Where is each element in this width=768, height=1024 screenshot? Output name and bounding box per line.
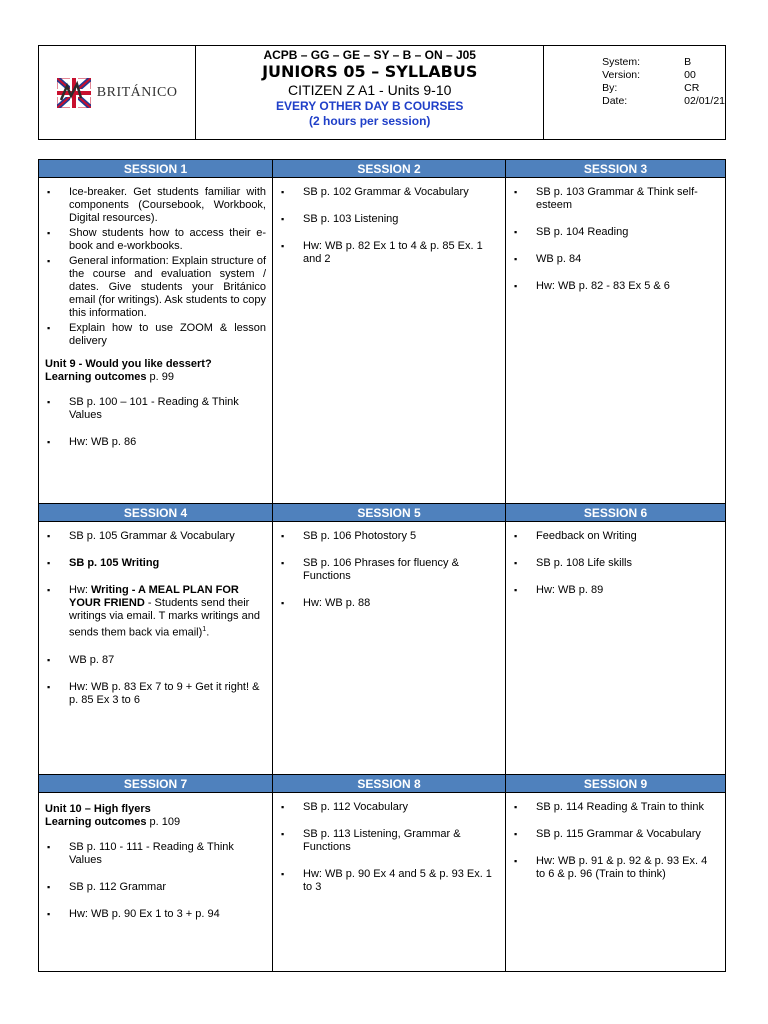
session-5-header: SESSION 5 xyxy=(273,504,506,522)
session-3-header: SESSION 3 xyxy=(506,160,725,178)
list-item: ▪ SB p. 100 – 101 - Reading & Think Values xyxy=(45,396,266,422)
list-item: ▪ SB p. 108 Life skills xyxy=(512,557,719,570)
session-2-content xyxy=(273,178,506,504)
list-item: ▪ SB p. 113 Listening, Grammar & Functions xyxy=(279,828,499,854)
title-cell xyxy=(196,46,544,139)
list-item: ▪ WB p. 87 xyxy=(45,654,266,667)
list-item: ▪ Hw: WB p. 86 xyxy=(45,436,266,449)
session-8-list xyxy=(279,801,499,894)
session-3-content xyxy=(506,178,725,504)
document-subtitle: CITIZEN Z A1 - Units 9-10 xyxy=(288,82,452,98)
list-item: ▪ SB p. 105 Grammar & Vocabulary xyxy=(45,530,266,543)
list-item: ▪ Ice-breaker. Get students familiar with components (Coursebook, Workbook, Digital resources). xyxy=(45,186,266,225)
session-1-content xyxy=(39,178,273,504)
list-item: ▪ Explain how to use ZOOM & lesson delivery xyxy=(45,322,266,348)
list-item: ▪ Hw: WB p. 90 Ex 4 and 5 & p. 93 Ex. 1 to 3 xyxy=(279,868,499,894)
list-item: ▪ Show students how to access their e-book and e-workbooks. xyxy=(45,227,266,253)
logo-cell xyxy=(39,46,196,139)
document-title: JUNIORS 05 – SYLLABUS xyxy=(262,62,478,81)
logo-text: BRITÁNICO xyxy=(96,84,178,100)
document-header xyxy=(38,45,726,140)
session-6-list xyxy=(512,530,719,597)
list-item: ▪ SB p. 103 Grammar & Think self-esteem xyxy=(512,186,719,212)
list-item: ▪ SB p. 104 Reading xyxy=(512,226,719,239)
session-9-header: SESSION 9 xyxy=(506,775,725,793)
session-7-content xyxy=(39,793,273,971)
list-item: ▪ Hw: WB p. 83 Ex 7 to 9 + Get it right! & p. 85 Ex 3 to 6 xyxy=(45,681,266,707)
list-item: ▪ SB p. 102 Grammar & Vocabulary xyxy=(279,186,499,199)
list-item: ▪ SB p. 112 Vocabulary xyxy=(279,801,499,814)
session-5-content xyxy=(273,522,506,775)
list-item: ▪ Feedback on Writing xyxy=(512,530,719,543)
document-meta xyxy=(544,46,725,139)
session-1-header: SESSION 1 xyxy=(39,160,273,178)
session-length: (2 hours per session) xyxy=(309,114,431,128)
session-8-header: SESSION 8 xyxy=(273,775,506,793)
session-4-header: SESSION 4 xyxy=(39,504,273,522)
session-9-content xyxy=(506,793,725,971)
session-4-content xyxy=(39,522,273,775)
list-item: ▪ SB p. 110 - 111 - Reading & Think Values xyxy=(45,841,266,867)
syllabus-table xyxy=(38,159,726,972)
list-item: ▪ Hw: WB p. 82 Ex 1 to 4 & p. 85 Ex. 1 and 2 xyxy=(279,240,499,266)
list-item: ▪ SB p. 106 Phrases for fluency & Functions xyxy=(279,557,499,583)
unit-10-heading: Unit 10 – High flyers Learning outcomes p. 109 xyxy=(45,803,181,828)
list-item: ▪ Hw: WB p. 91 & p. 92 & p. 93 Ex. 4 to 6 & p. 96 (Train to think) xyxy=(512,855,719,881)
footnote-marker: 1 xyxy=(202,626,207,633)
session-9-list xyxy=(512,801,719,881)
session-7-list xyxy=(45,841,266,921)
session-2-header: SESSION 2 xyxy=(273,160,506,178)
list-item: ▪ General information: Explain structure of the course and evaluation system / dates. Give students your Británico email (for writings). Ask students to copy this information. xyxy=(45,255,266,320)
list-item: ▪ SB p. 114 Reading & Train to think xyxy=(512,801,719,814)
list-item: ▪ Hw: WB p. 90 Ex 1 to 3 + p. 94 xyxy=(45,908,266,921)
session-5-list xyxy=(279,530,499,610)
list-item: ▪ SB p. 105 Writing xyxy=(45,557,266,570)
list-item: ▪ Hw: WB p. 89 xyxy=(512,584,719,597)
list-item: ▪ SB p. 103 Listening xyxy=(279,213,499,226)
unit-9-heading: Unit 9 - Would you like dessert? Learning outcomes p. 99 xyxy=(45,358,212,383)
session-2-list xyxy=(279,186,499,266)
list-item: ▪ Hw: Writing - A MEAL PLAN FOR YOUR FRIEND - Students send their writings via email. T marks writings and sends them back via email)$^1$. xyxy=(45,584,266,640)
session-7-header: SESSION 7 xyxy=(39,775,273,793)
meta-version: Version: 00 xyxy=(602,69,696,81)
britanico-logo xyxy=(57,78,178,108)
session-3-list xyxy=(512,186,719,293)
list-item: ▪ SB p. 112 Grammar xyxy=(45,881,266,894)
list-item: ▪ WB p. 84 xyxy=(512,253,719,266)
session-1-list-2 xyxy=(45,396,266,449)
session-6-header: SESSION 6 xyxy=(506,504,725,522)
list-item: ▪ SB p. 106 Photostory 5 xyxy=(279,530,499,543)
course-type: EVERY OTHER DAY B COURSES xyxy=(276,99,464,113)
meta-date: Date: 02/01/21 xyxy=(602,95,725,107)
list-item: ▪ SB p. 115 Grammar & Vocabulary xyxy=(512,828,719,841)
document-code: ACPB – GG – GE – SY – B – ON – J05 xyxy=(263,48,476,62)
session-1-list xyxy=(45,186,266,348)
meta-by: By: CR xyxy=(602,82,700,94)
session-6-content xyxy=(506,522,725,775)
session-4-list xyxy=(45,530,266,707)
list-item: ▪ Hw: WB p. 82 - 83 Ex 5 & 6 xyxy=(512,280,719,293)
session-8-content xyxy=(273,793,506,971)
meta-system: System: B xyxy=(602,56,692,68)
list-item: ▪ Hw: WB p. 88 xyxy=(279,597,499,610)
flag-emblem-icon xyxy=(57,78,91,108)
